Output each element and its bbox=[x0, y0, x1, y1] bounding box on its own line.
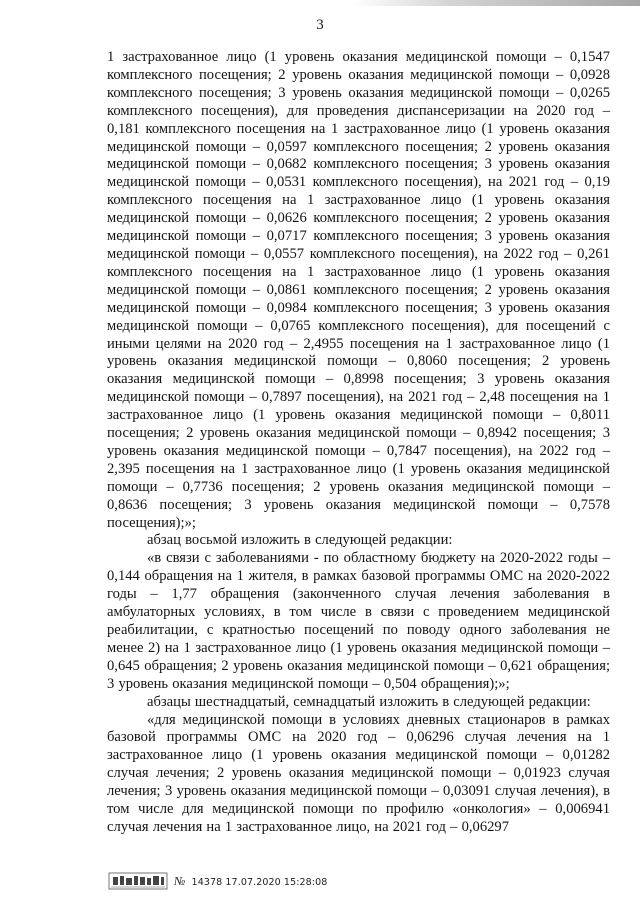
page-number: 3 bbox=[316, 17, 324, 33]
paragraph-instruction-sixteenth: абзацы шестнадцатый, семнадцатый изложить в следующей редакции: bbox=[147, 693, 591, 710]
paragraph-continuation: 1 застрахованное лицо (1 уровень оказания медицинской помощи – 0,1547 комплексного посещения; 2 уровень оказания медицинской помощи – 0,0928 комплексного посещения; 3 уровень оказания медицинской помощи – 0,0265 комплексного посещения), для проведения диспансеризации на 2020 год – 0,181 комплексного посещения на 1 застрахованное лицо (1 уровень оказания медицинской помощи – 0,0597 комплексного посещения; 2 уровень оказания медицинской помощи – 0,0682 комплексного посещения; 3 уровень оказания медицинской помощи – 0,0531 комплексного посещения), на 2021 год – 0,19 комплексного посещения на 1 застрахованное лицо (1 уровень оказания медицинской помощи – 0,0626 комплексного посещения; 2 уровень оказания медицинской помощи – 0,0717 комплексного посещения; 3 уровень оказания медицинской помощи – 0,0557 комплексного посещения), на 2022 год – 0,261 комплексного посещения на 1 застрахованное лицо (1 уровень оказания медицинской помощи – 0,0861 комплексного посещения; 2 уровень оказания медицинской помощи – 0,0984 комплексного посещения; 3 уровень оказания медицинской помощи – 0,0765 комплексного посещения), для посещений с иными целями на 2020 год – 2,4955 посещения на 1 застрахованное лицо (1 уровень оказания медицинской помощи – 0,8060 посещения; 2 уровень оказания медицинской помощи – 0,8998 посещения; 3 уровень оказания медицинской помощи – 0,7897 посещения), на 2021 год – 2,48 посещения на 1 застрахованное лицо (1 уровень оказания медицинской помощи – 0,8011 посещения; 2 уровень оказания медицинской помощи – 0,8942 посещения; 3 уровень оказания медицинской помощи – 0,7847 посещения), на 2022 год – 2,395 посещения на 1 застрахованное лицо (1 уровень оказания медицинской помощи – 0,7736 посещения; 2 уровень оказания медицинской помощи – 0,8636 посещения; 3 уровень оказания медицинской помощи – 0,7578 посещения);»; bbox=[107, 49, 610, 531]
document-datetime: 17.07.2020 15:28:08 bbox=[225, 876, 328, 888]
document-footer bbox=[108, 870, 327, 892]
number-sign: № bbox=[174, 873, 186, 888]
scan-edge-shadow bbox=[0, 0, 640, 6]
paragraph-day-hospital-quote: «для медицинской помощи в условиях дневных стационаров в рамках базовой программы ОМС на 2020 год – 0,06296 случая лечения на 1 застрахованное лицо (1 уровень оказания медицинской помощи – 0,01282 случая лечения; 2 уровень оказания медицинской помощи – 0,01923 случая лечения; 3 уровень оказания медицинской помощи – 0,03091 случая лечения), в том числе для медицинской помощи по профилю «онкология» – 0,006941 случая лечения на 1 застрахованное лицо, на 2021 год – 0,06297 bbox=[107, 711, 610, 835]
document-number: 14378 bbox=[191, 876, 223, 888]
paragraph-diseases-quote: «в связи с заболеваниями - по областному бюджету на 2020-2022 годы – 0,144 обращения на 1 жителя, в рамках базовой программы ОМС на 2020-2022 годы – 1,77 обращения (законченного случая лечения заболевания в амбулаторных условиях, в том числе в связи с проведением медицинской реабилитации, с кратностью посещений по поводу одного заболевания не менее 2) на 1 застрахованное лицо (1 уровень оказания медицинской помощи – 0,645 обращения; 2 уровень оказания медицинской помощи – 0,621 обращения; 3 уровень оказания медицинской помощи – 0,504 обращения);»; bbox=[107, 550, 610, 692]
paragraph-instruction-eighth: абзац восьмой изложить в следующей редакции: bbox=[147, 532, 453, 549]
registry-stamp-icon bbox=[108, 871, 168, 891]
document-body bbox=[107, 49, 610, 837]
footer-registration bbox=[174, 874, 327, 889]
